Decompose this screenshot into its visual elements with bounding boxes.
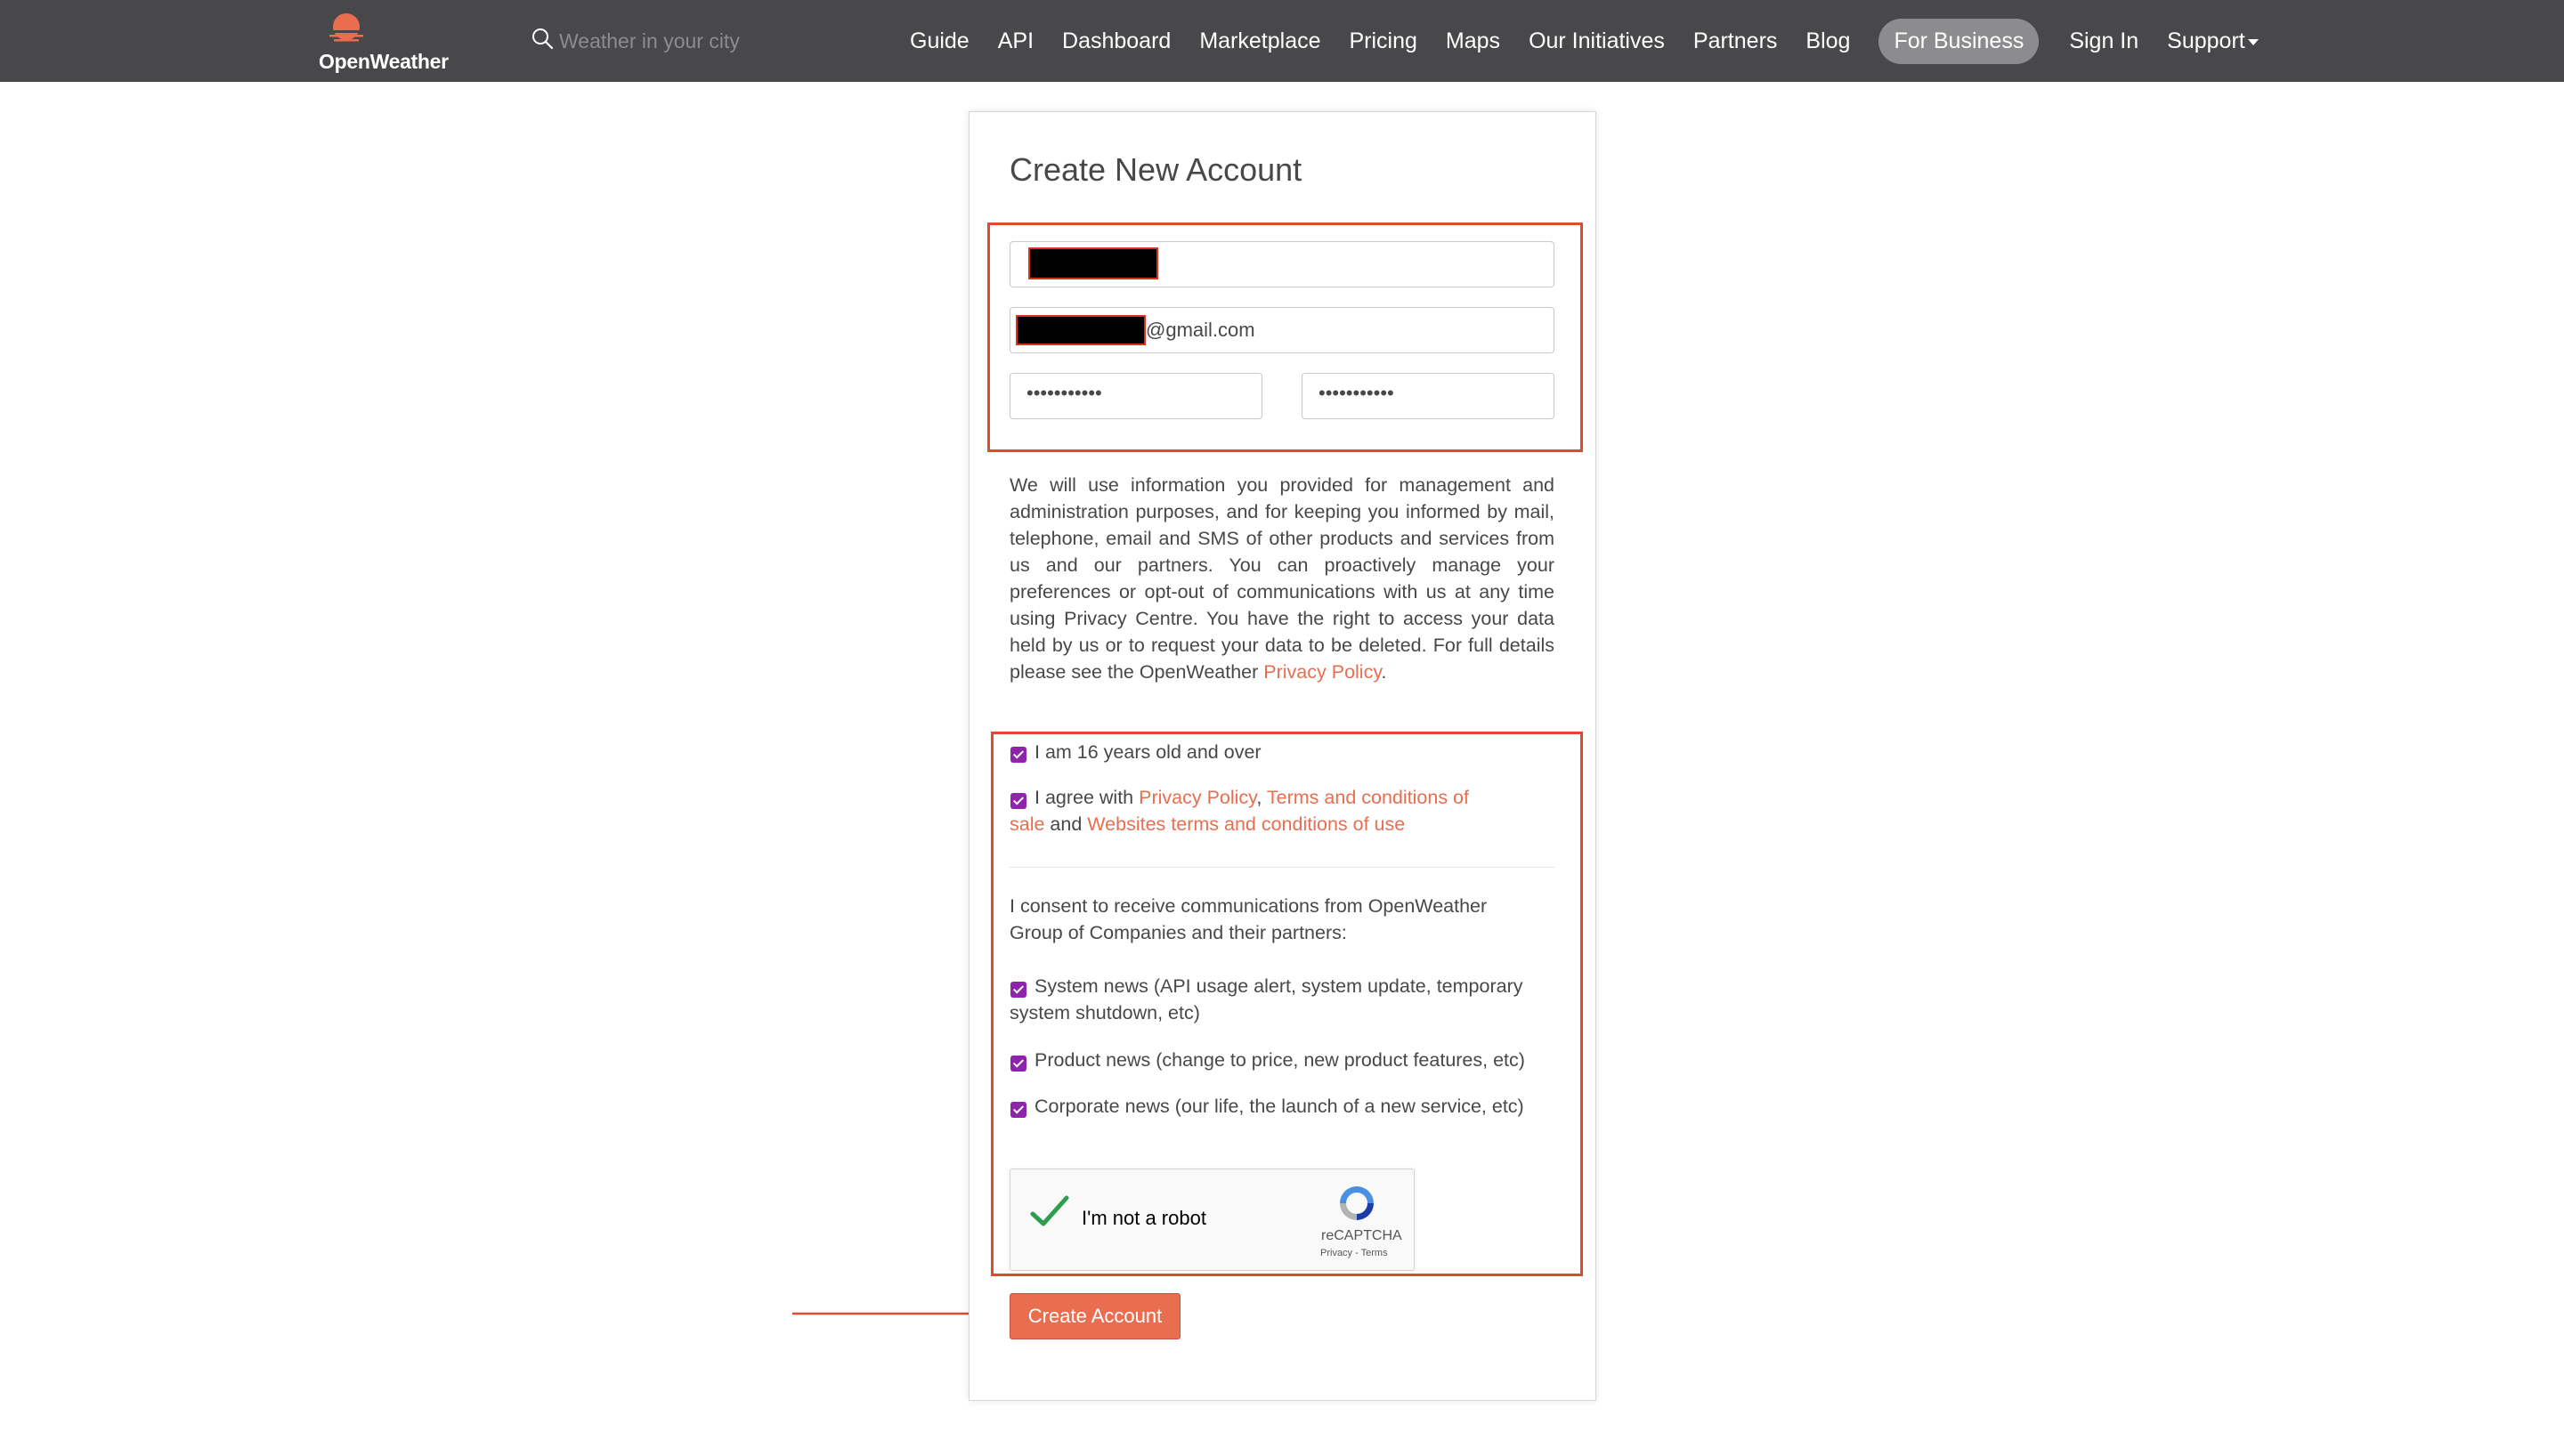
nav-item-api[interactable]: API	[997, 28, 1035, 53]
corporate-news-checkbox[interactable]	[1010, 1102, 1026, 1118]
openweather-logo[interactable]	[319, 9, 452, 71]
nav-item-marketplace[interactable]: Marketplace	[1199, 28, 1321, 53]
nav-item-partners[interactable]: Partners	[1692, 28, 1778, 53]
top-navigation-bar	[0, 0, 2564, 82]
support-label: Support	[2167, 28, 2245, 53]
product-news-checkbox[interactable]	[1010, 1056, 1026, 1072]
nav-item-our-initiatives[interactable]: Our Initiatives	[1529, 28, 1665, 53]
main-nav	[910, 0, 2287, 82]
password-value: •••••••••••	[1026, 382, 1102, 404]
annotation-arrow-icon	[791, 1305, 995, 1323]
privacy-policy-link[interactable]: Privacy Policy	[1263, 661, 1382, 683]
redacted-email	[1016, 315, 1146, 345]
consent-text: I consent to receive communications from OpenWeather Group of Companies and their partners:	[1010, 895, 1488, 943]
sign-in-link[interactable]: Sign In	[2069, 28, 2139, 53]
age-label: I am 16 years old and over	[1035, 741, 1262, 763]
recaptcha-logo-icon	[1335, 1182, 1378, 1225]
nav-item-maps[interactable]: Maps	[1445, 28, 1501, 53]
nav-item-blog[interactable]: Blog	[1805, 28, 1851, 53]
product-news-label: Product news (change to price, new product features, etc)	[1035, 1049, 1525, 1071]
repeat-password-value: •••••••••••	[1319, 382, 1394, 404]
email-field[interactable]	[1010, 307, 1554, 353]
divider	[1010, 867, 1554, 868]
username-field[interactable]	[1010, 241, 1554, 287]
age-checkbox[interactable]	[1010, 747, 1026, 763]
password-field[interactable]	[1010, 373, 1262, 419]
terms-of-sale-link[interactable]: Terms and conditions of sale	[1010, 787, 1469, 835]
nav-item-pricing[interactable]: Pricing	[1349, 28, 1417, 53]
captcha-label: I'm not a robot	[1082, 1207, 1206, 1229]
search-input[interactable]	[559, 27, 791, 55]
repeat-password-field[interactable]	[1302, 373, 1554, 419]
for-business-button[interactable]: For Business	[1878, 19, 2039, 64]
create-account-card	[969, 111, 1596, 1401]
system-news-label: System news (API usage alert, system update, temporary system shutdown, etc)	[1010, 975, 1523, 1023]
checkmark-icon	[1030, 1194, 1069, 1230]
create-account-button[interactable]: Create Account	[1010, 1293, 1181, 1339]
terms-label: I agree with Privacy Policy, Terms and conditions of sale and Websites terms and conditions of use	[1010, 787, 1469, 835]
email-suffix: @gmail.com	[1146, 319, 1255, 341]
caret-down-icon	[2248, 39, 2259, 45]
recaptcha-widget[interactable]	[1010, 1169, 1415, 1271]
corporate-news-label: Corporate news (our life, the launch of a new service, etc)	[1035, 1096, 1524, 1117]
agree-privacy-policy-link[interactable]: Privacy Policy	[1139, 787, 1257, 808]
nav-item-dashboard[interactable]: Dashboard	[1062, 28, 1172, 53]
captcha-brand: reCAPTCHA	[1321, 1228, 1402, 1243]
sun-logo-icon	[326, 11, 367, 46]
website-terms-link[interactable]: Websites terms and conditions of use	[1087, 813, 1406, 835]
support-dropdown[interactable]	[2167, 28, 2259, 54]
redacted-username: [redacted]	[1028, 247, 1158, 279]
city-search	[527, 23, 794, 59]
page-title: Create New Account	[1010, 151, 1302, 188]
privacy-notice: We will use information you provided for management and administration purposes, and for keeping you informed by mail, telephone, email and SMS of other products and services from us and our partners. You can proactively manage your preferences or opt-out of communications with us at any time using Privacy Centre. You have the right to access your data held by us or to request your data to be deleted. For full details please see the OpenWeather Privacy Policy.	[1010, 474, 1554, 683]
logo-text: OpenWeather	[319, 50, 449, 73]
nav-item-guide[interactable]: Guide	[910, 28, 970, 53]
search-icon	[531, 27, 554, 50]
captcha-privacy-terms-links[interactable]: Privacy - Terms	[1320, 1248, 1388, 1258]
